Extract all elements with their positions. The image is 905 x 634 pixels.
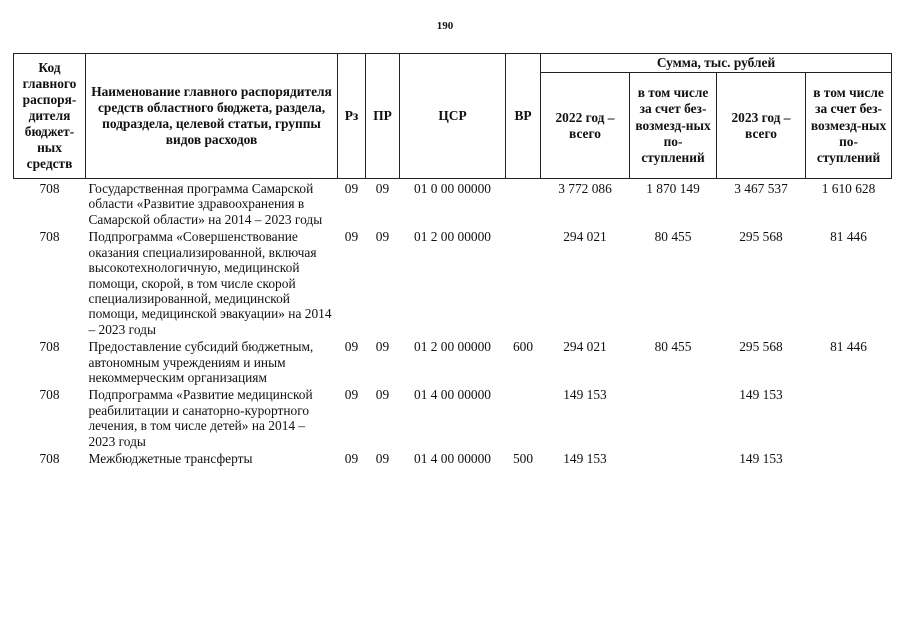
cell-vr: [506, 228, 541, 338]
cell-rz: 09: [344, 387, 359, 403]
cell-2022-free: [630, 386, 717, 450]
header-code: Код главного распоря-дителя бюджет-ных средств: [14, 54, 86, 179]
cell-2022-total: 294 021: [563, 229, 607, 245]
cell-pr: 09: [375, 339, 390, 355]
cell-2023-free: 81 446: [830, 339, 867, 355]
cell-2022-free: 80 455: [654, 339, 692, 355]
cell-name: Межбюджетные трансферты: [88, 450, 253, 466]
cell-name: Государственная программа Самарской области «Развитие здравоохранения в Самарской области» на 2014 – 2023 годы: [88, 181, 323, 227]
cell-2022-total: 3 772 086: [558, 181, 612, 197]
table-row: [14, 450, 892, 467]
cell-vr: 600: [512, 339, 534, 355]
cell-2022-free: 1 870 149: [646, 181, 700, 197]
header-name: Наименование главного распорядителя средств областного бюджета, раздела, подраздела, целевой статьи, группы видов расходов: [86, 54, 338, 179]
budget-table: [13, 53, 892, 467]
header-pr: ПР: [366, 54, 400, 179]
cell-rz: 09: [344, 450, 359, 466]
cell-code: 708: [39, 339, 60, 355]
table-row: [14, 338, 892, 386]
cell-2023-free: 1 610 628: [821, 181, 876, 197]
cell-csr: 01 2 00 00000: [414, 339, 491, 355]
cell-2023-total: 149 153: [739, 387, 783, 403]
cell-2022-total: 149 153: [563, 387, 607, 403]
cell-csr: 01 4 00 00000: [414, 387, 491, 403]
header-2022-free: в том числе за счет без-возмезд-ных по-ступлений: [630, 73, 717, 179]
cell-2022-total: 294 021: [563, 339, 607, 355]
table-row: [14, 179, 892, 229]
cell-2023-free: [806, 450, 892, 467]
cell-csr: 01 0 00 00000: [414, 181, 491, 197]
cell-vr: [506, 179, 541, 229]
header-2023-free: в том числе за счет без-возмезд-ных по-ступлений: [806, 73, 892, 179]
cell-name: Подпрограмма «Совершенствование оказания специализированной, включая высокотехнологичную, медицинской помощи, скорой, в том числе скорой специализированной, медицинской помощи, медицинской эвакуации» на 2014 – 2023 годы: [88, 229, 332, 337]
cell-rz: 09: [344, 339, 359, 355]
cell-pr: 09: [375, 181, 390, 197]
cell-csr: 01 4 00 00000: [414, 450, 491, 466]
cell-2022-free: [630, 450, 717, 467]
cell-rz: 09: [344, 181, 359, 197]
cell-code: 708: [39, 181, 60, 197]
cell-rz: 09: [344, 229, 359, 245]
cell-csr: 01 2 00 00000: [414, 229, 491, 245]
table-row: [14, 228, 892, 338]
cell-2022-total: 149 153: [563, 450, 607, 466]
table-row: [14, 386, 892, 450]
header-2023-total: 2023 год – всего: [717, 73, 806, 179]
cell-2023-total: 295 568: [739, 339, 783, 355]
cell-name: Подпрограмма «Развитие медицинской реабилитации и санаторно-курортного лечения, в том числе детей» на 2014 – 2023 годы: [88, 387, 313, 449]
cell-2023-total: 3 467 537: [734, 181, 788, 197]
cell-name: Предоставление субсидий бюджетным, автономным учреждениям и иным некоммерческим организациям: [88, 339, 314, 385]
cell-2023-total: 295 568: [739, 229, 783, 245]
cell-2023-free: [806, 386, 892, 450]
header-sum: Сумма, тыс. рублей: [541, 54, 892, 73]
cell-vr: [506, 386, 541, 450]
cell-2023-free: 81 446: [830, 229, 867, 245]
cell-code: 708: [39, 450, 60, 466]
header-2022-total: 2022 год – всего: [541, 73, 630, 179]
cell-pr: 09: [375, 450, 390, 466]
cell-2022-free: 80 455: [654, 229, 692, 245]
cell-pr: 09: [375, 229, 390, 245]
header-rz: Рз: [338, 54, 366, 179]
header-csr: ЦСР: [400, 54, 506, 179]
header-vr: ВР: [506, 54, 541, 179]
cell-2023-total: 149 153: [739, 450, 783, 466]
cell-pr: 09: [375, 387, 390, 403]
cell-vr: 500: [512, 450, 534, 466]
cell-code: 708: [39, 229, 60, 245]
cell-code: 708: [39, 387, 60, 403]
page-number: 190: [436, 20, 454, 32]
